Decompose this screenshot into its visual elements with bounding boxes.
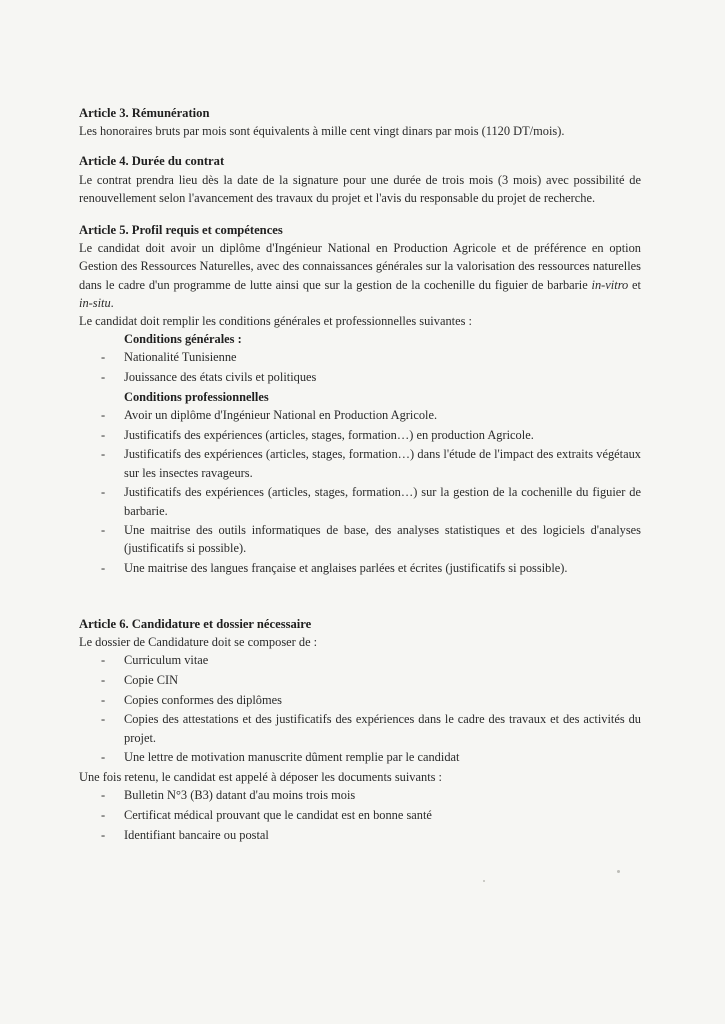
list-item-text: Copies conformes des diplômes: [124, 692, 282, 707]
list-item-text: Curriculum vitae: [124, 653, 209, 668]
list-item-text: Identifiant bancaire ou postal: [124, 827, 269, 842]
list-item: [79, 806, 641, 824]
list-item-text: Justificatifs des expériences (articles, stages, formation…) sur la gestion de la cochenille du figuier de barbarie.: [124, 485, 641, 518]
list-dash: -: [101, 712, 106, 727]
list-item: [79, 445, 641, 481]
list-dash: -: [101, 653, 106, 668]
article-5-text-and: et: [628, 277, 641, 292]
article-6-title: Article 6. Candidature et dossier nécessaire: [79, 616, 312, 631]
list-dash: -: [101, 427, 106, 442]
article-3-title: Article 3. Rémunération: [79, 106, 210, 120]
list-item-text: Copies des attestations et des justificatifs des expériences dans le cadre des travaux et des activités du projet.: [124, 712, 641, 745]
article-4-text: Le contrat prendra lieu dès la date de la signature pour une durée de trois mois (3 mois) avec possibilité de renouvellement selon l'avancement des travaux du projet et l'avis du responsable du projet de recherche.: [79, 172, 641, 205]
document-body: [79, 104, 641, 845]
list-dash: -: [101, 692, 106, 707]
list-item-text: Certificat médical prouvant que le candidat est en bonne santé: [124, 807, 432, 822]
list-item-text: Copie CIN: [124, 672, 179, 687]
list-dash: -: [101, 750, 106, 765]
list-dash: -: [101, 807, 106, 822]
list-item-text: Une lettre de motivation manuscrite dûment remplie par le candidat: [124, 750, 460, 765]
list-dash: -: [101, 370, 106, 385]
list-dash: -: [101, 561, 106, 576]
list-item: [79, 826, 641, 844]
list-item: [79, 691, 641, 709]
list-item-text: Une maitrise des outils informatiques de base, des analyses statistiques et des logiciels d'analyses (justificatifs si possible).: [124, 523, 641, 556]
list-item: [79, 368, 641, 386]
article-5-text-main: Le candidat doit avoir un diplôme d'Ingénieur National en Production Agricole et de préférence en option Gestion des Ressources Naturelles, avec des connaissances générales sur la valorisation des ressources naturelles dans le cadre d'un programme de lutte ainsi que sur la gestion de la cochenille du figuier de barbarie: [79, 241, 641, 292]
list-item: [79, 671, 641, 689]
article-6-intro2: Une fois retenu, le candidat est appelé à déposer les documents suivants :: [79, 770, 443, 784]
list-dash: -: [101, 523, 106, 538]
article-5-intro2: Le candidat doit remplir les conditions générales et professionnelles suivantes :: [79, 314, 472, 329]
list-item-text: Jouissance des états civils et politiques: [124, 370, 317, 385]
list-item-text: Justificatifs des expériences (articles, stages, formation…) en production Agricole.: [124, 427, 534, 442]
scan-speck: [483, 880, 485, 882]
list-dash: -: [101, 350, 106, 365]
list-dash: -: [101, 788, 106, 803]
list-item: [79, 426, 641, 444]
general-conditions-list: [79, 348, 641, 386]
list-item: [79, 348, 641, 366]
scan-speck: [617, 870, 620, 873]
article-4-title: Article 4. Durée du contrat: [79, 154, 225, 169]
article-3-text: Les honoraires bruts par mois sont équivalents à mille cent vingt dinars par mois (1120 DT/mois).: [79, 124, 565, 139]
list-item: [79, 651, 641, 669]
article-5-text-end: .: [110, 295, 114, 310]
retained-documents-list: [79, 786, 641, 844]
article-5-text: [79, 239, 641, 312]
list-item: [79, 748, 641, 766]
article-5-italic-in-situ: in-situ: [79, 295, 111, 310]
general-conditions-title: Conditions générales :: [124, 332, 242, 347]
list-dash: -: [101, 672, 106, 687]
list-item: [79, 521, 641, 557]
list-dash: -: [101, 447, 106, 462]
list-item-text: Justificatifs des expériences (articles, stages, formation…) dans l'étude de l'impact des extraits végétaux sur les insectes ravageurs.: [124, 447, 641, 480]
list-item-text: Une maitrise des langues française et anglaises parlées et écrites (justificatifs si possible).: [124, 561, 568, 576]
list-item: [79, 559, 641, 577]
article-6-intro: Le dossier de Candidature doit se composer de :: [79, 635, 318, 650]
list-item-text: Avoir un diplôme d'Ingénieur National en Production Agricole.: [124, 408, 438, 423]
list-dash: -: [101, 408, 106, 423]
list-dash: -: [101, 827, 106, 842]
list-item-text: Nationalité Tunisienne: [124, 350, 237, 365]
article-5-title: Article 5. Profil requis et compétences: [79, 223, 283, 238]
list-item-text: Bulletin N°3 (B3) datant d'au moins trois mois: [124, 788, 356, 803]
professional-conditions-title: Conditions professionnelles: [124, 389, 269, 404]
list-item: [79, 483, 641, 519]
list-item: [79, 406, 641, 424]
list-item: [79, 786, 641, 804]
application-documents-list: [79, 651, 641, 766]
list-item: [79, 710, 641, 746]
professional-conditions-list: [79, 406, 641, 577]
article-5-italic-in-vitro: in-vitro: [591, 277, 629, 292]
list-dash: -: [101, 485, 106, 500]
